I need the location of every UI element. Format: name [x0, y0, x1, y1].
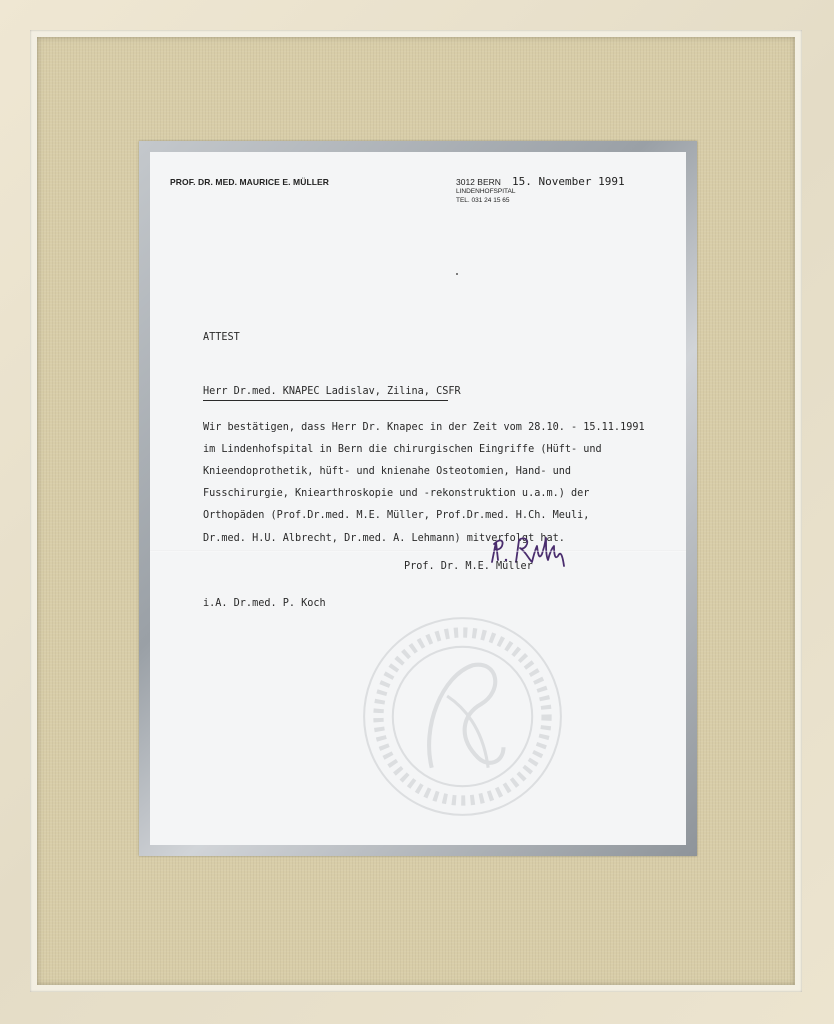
recipient-underline	[203, 400, 448, 401]
letter-title: ATTEST	[203, 332, 240, 343]
body-line: Orthopäden (Prof.Dr.med. M.E. Müller, Prof.Dr.med. H.Ch. Meuli,	[203, 510, 590, 521]
body-line: Fusschirurgie, Kniearthroskopie und -rekonstruktion u.a.m.) der	[203, 488, 590, 499]
body-line: Dr.med. H.U. Albrecht, Dr.med. A. Lehmann) mitverfolgt hat.	[203, 533, 565, 544]
letterhead-hospital: LINDENHOFSPITAL	[456, 188, 516, 195]
body-line: im Lindenhofspital in Bern die chirurgischen Eingriffe (Hüft- und	[203, 444, 602, 455]
paper-speck	[456, 273, 458, 275]
body-line: Knieendoprothetik, hüft- und knienahe Osteotomien, Hand- und	[203, 466, 572, 477]
on-behalf-line: i.A. Dr.med. P. Koch	[203, 598, 326, 609]
letter-recipient: Herr Dr.med. KNAPEC Ladislav, Zilina, CSFR	[203, 386, 461, 397]
embossed-seal	[360, 614, 565, 819]
letterhead-name: PROF. DR. MED. MAURICE E. MÜLLER	[170, 177, 330, 187]
letterhead-phone: TEL. 031 24 15 65	[456, 197, 510, 204]
certificate-paper	[150, 152, 686, 845]
letter-date: 15. November 1991	[512, 175, 625, 188]
body-line: Wir bestätigen, dass Herr Dr. Knapec in der Zeit vom 28.10. - 15.11.1991	[203, 422, 645, 433]
signatory-name: Prof. Dr. M.E. Müller	[404, 561, 533, 572]
letterhead-city: 3012 BERN	[456, 177, 501, 187]
